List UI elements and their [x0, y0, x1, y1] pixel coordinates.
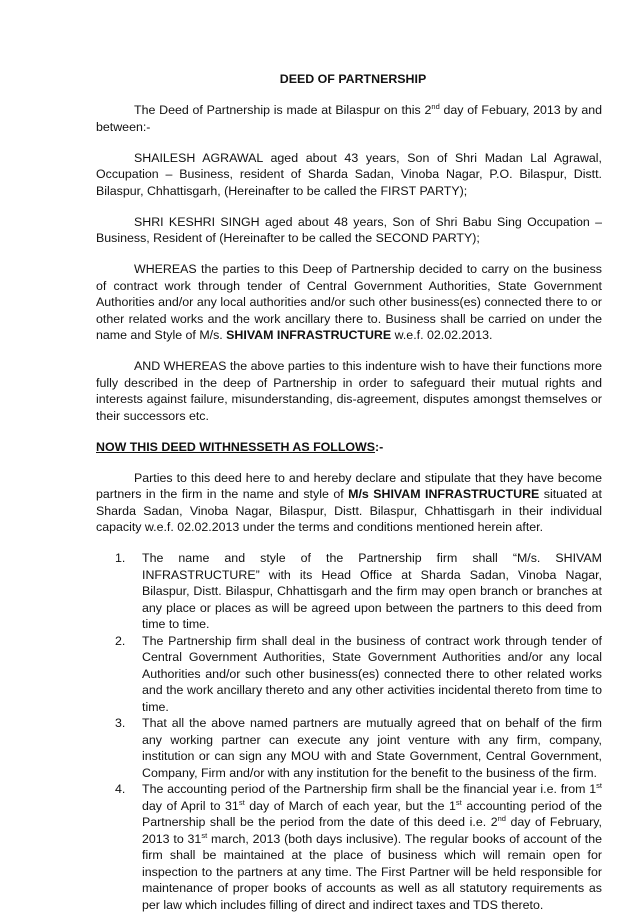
clause-number: 4. — [115, 782, 126, 796]
clause-number: 1. — [115, 551, 126, 565]
declaration-tail: situated at Sharda Sadan, Vinoba Nagar, Bilaspur, Distt. Bilaspur, Chhattisgarh in their individual capacity w.e.f. 02.02.2013 under the terms and conditions mentioned herein after. — [96, 487, 602, 534]
document-page — [96, 72, 602, 913]
clause-superscript: st — [201, 830, 208, 840]
clause-number: 2. — [115, 633, 126, 648]
clause-superscript: st — [238, 797, 245, 807]
clause-item — [105, 781, 602, 913]
firm-name: SHIVAM INFRASTRUCTURE — [226, 328, 392, 342]
clause-superscript: st — [455, 797, 462, 807]
clause-text: The name and style of the Partnership firm shall “M/s. SHIVAM INFRASTRUCTURE” with its Head Office at Sharda Sadan, Vinoba Nagar, Bilaspur, Distt. Bilaspur, Chhattisgarh and the firm may open branch or branches at any place or places as will be agreed upon between the partners to this deed from time to time. — [142, 551, 602, 631]
clause-text: day of April to 31 — [142, 798, 239, 813]
clause-text: The accounting period of the Partnership firm shall be the financial year i.e. from 1 — [142, 782, 597, 796]
second-party-paragraph: SHRI KESHRI SINGH aged about 48 years, Son of Shri Babu Sing Occupation – Business, Resident of (Hereinafter to be called the SECOND PARTY); — [96, 214, 602, 245]
intro-text-tail: day of Febuary, 2013 by and between:- — [96, 103, 602, 134]
clause-superscript: nd — [497, 813, 506, 823]
first-party-paragraph: SHAILESH AGRAWAL aged about 43 years, Son of Shri Madan Lal Agrawal, Occupation – Business, resident of Sharda Sadan, Vinoba Nagar, P.O. Bilaspur, Distt. Bilaspur, Chhattisgarh, (Hereinafter to be called the FIRST PARTY); — [96, 150, 602, 198]
document-title: DEED OF PARTNERSHIP — [279, 72, 427, 86]
clause-text: day of March of each year, but the 1 — [244, 798, 456, 813]
intro-text: The Deed of Partnership is made at Bilaspur on this 2 — [134, 103, 432, 117]
clause-number: 3. — [115, 716, 126, 730]
intro-paragraph — [96, 102, 602, 135]
clause-item — [105, 715, 602, 781]
intro-superscript: nd — [431, 101, 440, 111]
clause-text: That all the above named partners are mutually agreed that on behalf of the firm any working partner can execute any joint venture with any firm, company, institution or can sign any MOU with and State Government, Central Government, Company, Firm and/or with any institution for the benefit to the business of the firm. — [142, 716, 602, 780]
clause-list — [96, 550, 602, 913]
clause-item — [105, 633, 602, 716]
witnesseth-heading-text: NOW THIS DEED WITHNESSETH AS FOLLOWS — [96, 439, 376, 454]
declaration-paragraph — [96, 470, 602, 536]
clause-text: march, 2013 (both days inclusive). The regular books of account of the firm shall be maintained at the place of business which will remain open for inspection to the partners at any time. The First Partner will be held responsible for maintenance of proper books of accounts as well as all statutory requirements as per law which includes filling of direct and indirect taxes and TDS thereto. — [142, 831, 602, 912]
whereas-tail: w.e.f. 02.02.2013. — [391, 328, 493, 342]
declaration-text: Parties to this deed here to and hereby declare and stipulate that they have become partners in the firm in the name and style of — [96, 470, 602, 501]
and-whereas-paragraph: AND WHEREAS the above parties to this indenture wish to have their functions more fully described in the deep of Partnership in order to safeguard their mutual rights and interests against failure, misunderstanding, dis-agreement, disputes amongst themselves or their successors etc. — [96, 359, 602, 423]
clause-text: day of February, 2013 to 31 — [142, 815, 602, 846]
whereas-text: WHEREAS the parties to this Deep of Partnership decided to carry on the business of contract work through tender of Central Government Authorities, State Government Authorities and/or any local authorities and/or such other business(es) connected there to or other related works and the work ancillary there to. Business shall be carried on under the name and Style of M/s. — [96, 262, 602, 342]
clause-text: The Partnership firm shall deal in the business of contract work through tender of Central Government Authorities, State Government Authorities and/or any local Authorities and/or such other business(es) connected there to other related works and the work ancillary thereto and any other activities incidental thereto from time to time. — [142, 633, 602, 714]
firm-name: M/s SHIVAM INFRASTRUCTURE — [348, 487, 540, 501]
witnesseth-heading-tail: :- — [375, 439, 384, 454]
clause-text: accounting period of the Partnership shall be the period from the date of this deed i.e. 2 — [142, 798, 602, 829]
clause-superscript: st — [596, 780, 602, 790]
clause-item — [105, 550, 602, 633]
whereas-paragraph — [96, 261, 602, 344]
witnesseth-heading — [96, 439, 602, 456]
